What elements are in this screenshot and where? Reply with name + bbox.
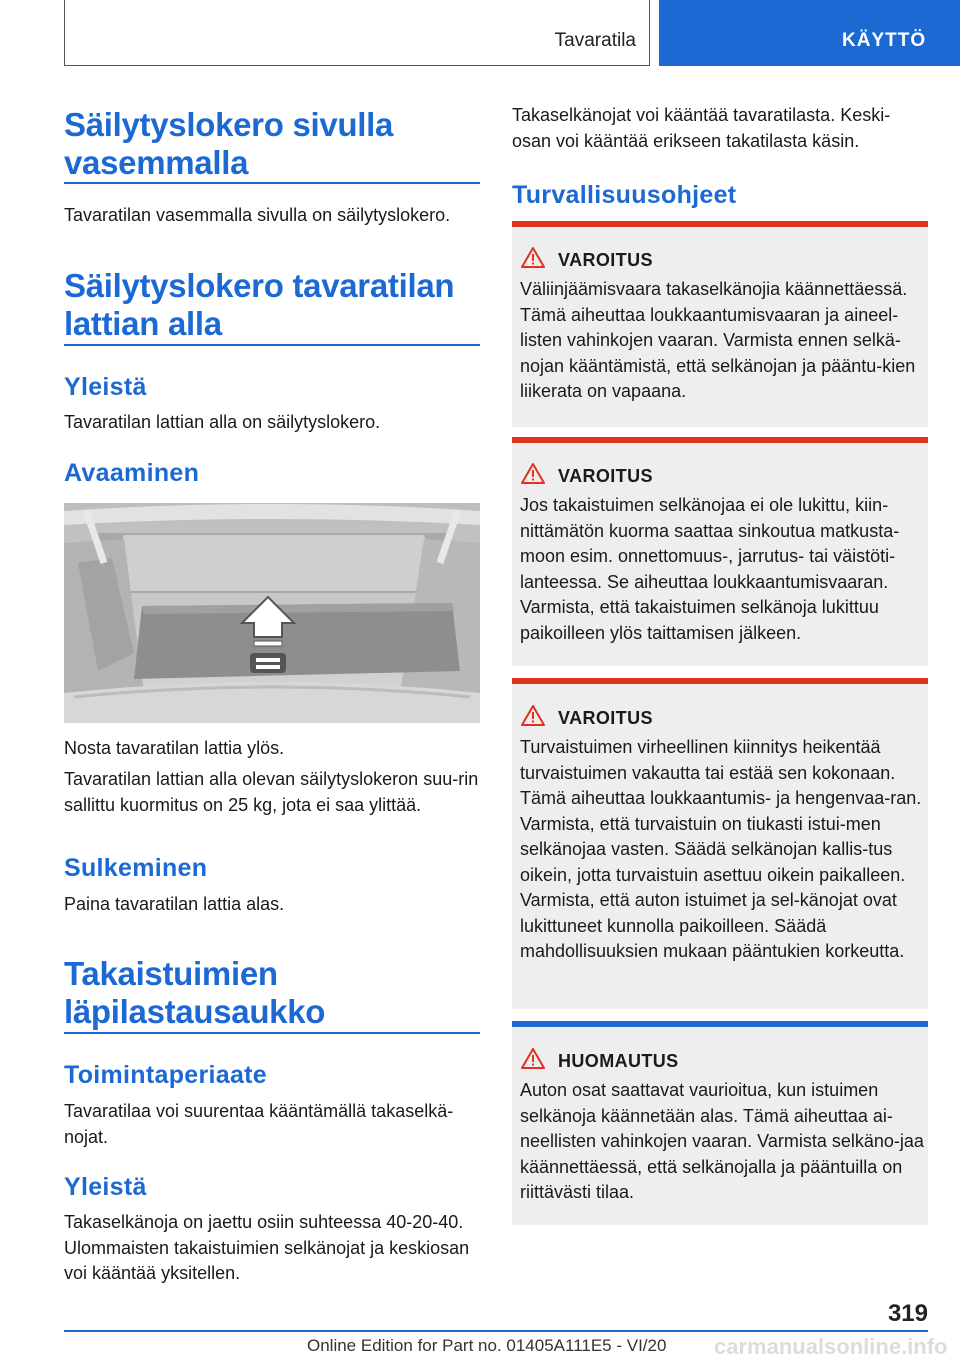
warning-title: VAROITUS bbox=[558, 466, 653, 486]
paragraph-general: Tavaratilan lattian alla on säilytyslokero. bbox=[64, 412, 381, 432]
warning-title: VAROITUS bbox=[558, 708, 653, 728]
subheading-general: Yleistä bbox=[64, 373, 147, 401]
warning-box bbox=[512, 678, 928, 1009]
paragraph-principle: Tavaratilaa voi suurentaa kääntämällä takaselkä-nojat. bbox=[64, 1101, 454, 1147]
footer-edition: Online Edition for Part no. 01405A111E5 - VI/20 bbox=[307, 1336, 667, 1355]
warning-box bbox=[512, 221, 928, 427]
trunk-floor-illustration bbox=[64, 503, 480, 723]
warning-triangle-icon bbox=[521, 463, 545, 484]
subheading-safety: Turvallisuusohjeet bbox=[512, 181, 737, 209]
chapter-tab[interactable] bbox=[659, 0, 960, 66]
paragraph-intro: Takaselkänojat voi kääntää tavaratilasta. Keski-osan voi kääntää erikseen takatilasta käsin. bbox=[512, 105, 891, 151]
paragraph-general-2: Takaselkänoja on jaettu osiin suhteessa 40-20-40. Ulommaisten takaistuimien selkänojat ja keskiosan voi kääntää yksitellen. bbox=[64, 1212, 470, 1283]
warning-text: Turvaistuimen virheellinen kiinnitys heikentää turvaistuimen vakautta tai estää sen kokonaan. Tämä aiheuttaa loukkaantumis- ja hengenvaa-ran. Varmista, että turvaistuin on tiukasti istui-men selkänojaa vasten. Säädä selkänojan kallis-tus oikein, jotta turvaistuin asettuu oikein paikalleen. Varmista, että auton istuimet ja sel-känojat ovat lukittuneet kunnolla paikoilleen. Säädä mahdollisuuksien mukaan pääntukien korkeutta. bbox=[520, 737, 922, 961]
warning-text: Väliinjäämisvaara takaselkänojia käännettäessä. Tämä aiheuttaa loukkaantumisvaaran ja aineel-listen vahinkojen vaaran. Varmista ennen selkä-nojan kääntämistä, että selkänojan ja pääntu-kien liikerata on vapaana. bbox=[520, 279, 916, 401]
warning-triangle-icon bbox=[521, 705, 545, 726]
notice-title: HUOMAUTUS bbox=[558, 1051, 679, 1071]
warning-bar bbox=[512, 221, 928, 227]
paragraph-side: Tavaratilan vasemmalla sivulla on säilytyslokero. bbox=[64, 205, 451, 225]
heading-rule bbox=[64, 1032, 480, 1034]
section-title: Tavaratila bbox=[554, 30, 636, 51]
notice-bar bbox=[512, 1021, 928, 1027]
heading-pass-through: Takaistuimien läpilastausaukko bbox=[64, 955, 326, 1030]
heading-rule bbox=[64, 344, 480, 346]
notice-text: Auton osat saattavat vaurioitua, kun istuimen selkänoja käännetään alas. Tämä aiheuttaa ai-neellisten vahinkojen vaaran. Varmista selkäno-jaa käännettäessä, että selkänojalla ja pääntuilla on riittävästi tilaa. bbox=[520, 1080, 924, 1202]
heading-side-compartment: Säilytyslokero sivulla vasemmalla bbox=[64, 106, 394, 181]
warning-text: Jos takaistuimen selkänojaa ei ole lukittu, kiin-nittämätön kuorma saattaa sinkoutua matkusta-moon esim. onnettomuus-, jarrutus- tai väistöti-lanteessa. Se aiheuttaa loukkaantumisvaaran. Varmista, että takaistuimen selkänoja lukittuu paikoilleen ylös taittamisen jälkeen. bbox=[520, 495, 900, 643]
heading-rule bbox=[64, 182, 480, 184]
warning-triangle-icon bbox=[521, 247, 545, 268]
paragraph-close: Paina tavaratilan lattia alas. bbox=[64, 894, 285, 914]
warning-bar bbox=[512, 678, 928, 684]
warning-bar bbox=[512, 437, 928, 443]
subheading-principle: Toimintaperiaate bbox=[64, 1061, 267, 1089]
paragraph-lift: Nosta tavaratilan lattia ylös. bbox=[64, 738, 285, 758]
warning-title: VAROITUS bbox=[558, 250, 653, 270]
subheading-general-2: Yleistä bbox=[64, 1173, 147, 1201]
subheading-opening: Avaaminen bbox=[64, 459, 200, 487]
heading-floor-compartment: Säilytyslokero tavaratilan lattian alla bbox=[64, 267, 455, 342]
page-number: 319 bbox=[887, 1300, 928, 1327]
warning-box bbox=[512, 437, 928, 666]
warning-triangle-icon bbox=[521, 1048, 545, 1069]
footer-watermark: carmanualsonline.info bbox=[714, 1334, 948, 1359]
footer-rule bbox=[64, 1330, 928, 1332]
subheading-closing: Sulkeminen bbox=[64, 854, 208, 882]
chapter-label: KÄYTTÖ bbox=[842, 30, 927, 51]
notice-box bbox=[512, 1021, 928, 1225]
paragraph-load: Tavaratilan lattian alla olevan säilytyslokeron suu-rin sallittu kuormitus on 25 kg, jota ei saa ylittää. bbox=[64, 769, 479, 815]
